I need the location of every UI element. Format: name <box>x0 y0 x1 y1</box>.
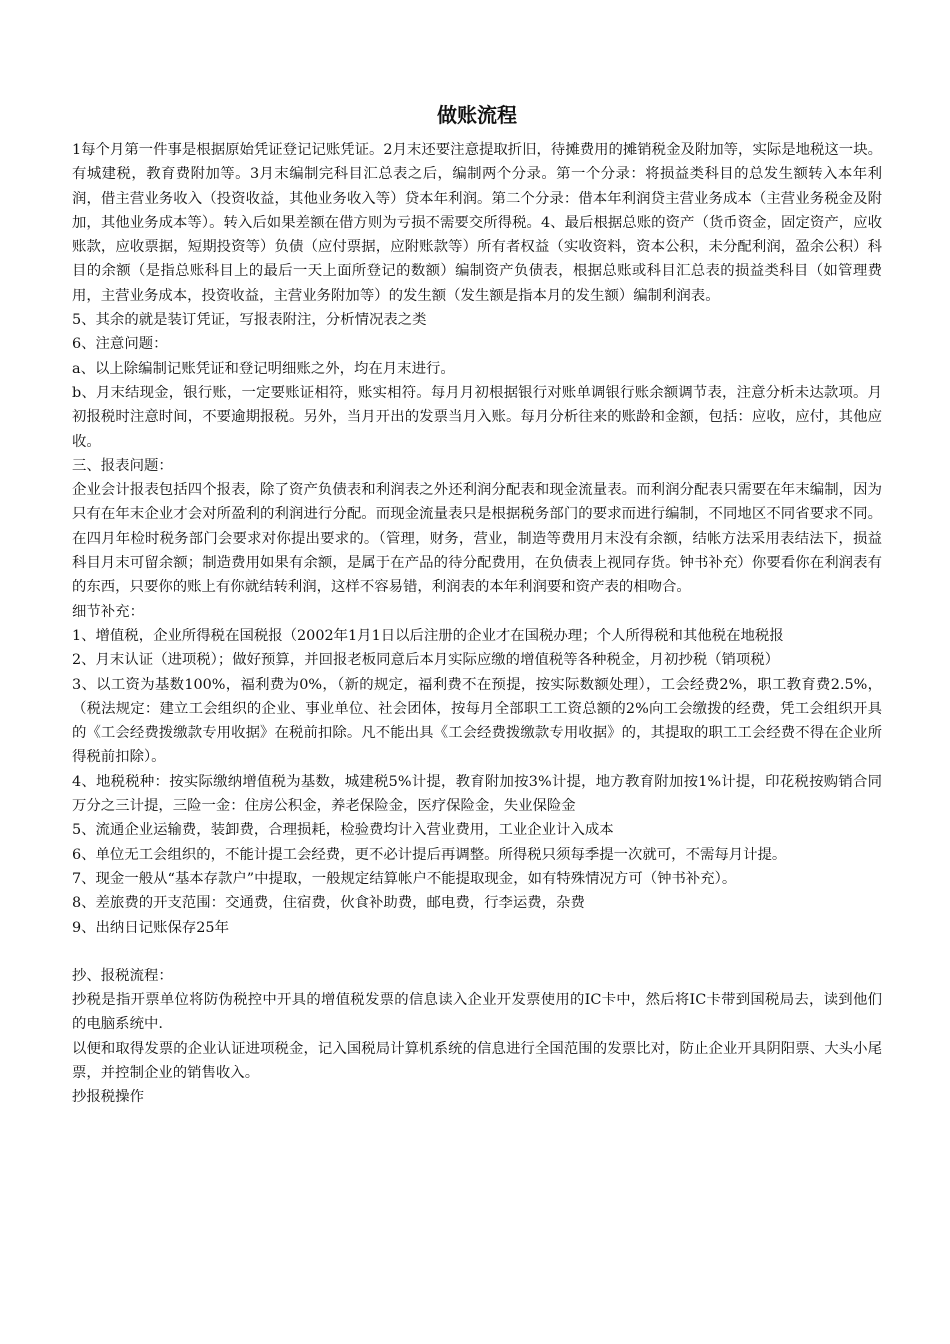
paragraph-detail-5: 5、流通企业运输费，装卸费，合理损耗，检验费均计入营业费用，工业企业计入成本 <box>72 822 614 839</box>
paragraph-detail-4: 4、地税税种：按实际缴纳增值税为基数，城建税5%计提，教育附加按3%计提，地方教育附加按1%计提，印花税按购销合同万分之三计提，三险一金：住房公积金，养老保险金，医疗保险金，失业保险金 <box>72 773 882 815</box>
paragraph-reports: 企业会计报表包括四个报表，除了资产负债表和利润表之外还利润分配表和现金流量表。而利润分配表只需要在年末编制，因为只有在年末企业才会对所盈利的利润进行分配。而现金流量表只是根据税务部门的要求而进行编制，不同地区不同省要求不同。在四月年检时税务部门会要求对你提出要求的。（管理，财务，营业，制造等费用月末没有余额，结帐方法采用表结法下，损益科目月末可留余额；制造费用如果有余额，是属于在产品的待分配费用，在负债表上视同存货。钟书补充）你要看你在利润表有的东西，只要你的账上有你就结转利润，这样不容易错，利润表的本年利润要和资产表的相吻合。 <box>72 482 882 596</box>
paragraph-note-a: a、以上除编制记账凭证和登记明细账之外，均在月末进行。 <box>72 360 455 377</box>
blank-line <box>72 940 882 964</box>
paragraph-details-heading: 细节补充： <box>72 603 144 620</box>
paragraph-detail-7: 7、现金一般从“基本存款户”中提取，一般规定结算帐户不能提取现金，如有特殊情况方可（钟书补充）。 <box>72 870 737 887</box>
page-title: 做账流程 <box>437 103 517 127</box>
paragraph-bookkeeping-steps: 1每个月第一件事是根据原始凭证登记记账凭证。2月末还要注意提取折旧，待摊费用的摊销税金及附加等，实际是地税这一块。有城建税，教育费附加等。3月末编制完科目汇总表之后，编制两个分录。第一个分录：将损益类科目的总发生额转入本年利润，借主营业务收入（投资收益，其他业务收入等）贷本年利润。第二个分录：借本年利润贷主营业务成本（主营业务税金及附加，其他业务成本等）。转入后如果差额在借方则为亏损不需要交所得税。4、最后根据总账的资产（货币资金，固定资产，应收账款，应收票据，短期投资等）负债（应付票据，应附账款等）所有者权益（实收资料，资本公积，未分配利润，盈余公积）科目的余额（是指总账科目上的最后一天上面所登记的数额）编制资产负债表，根据总账或科目汇总表的损益类科目（如管理费用，主营业务成本，投资收益，主营业务附加等）的发生额（发生额是指本月的发生额）编制利润表。 <box>72 142 882 304</box>
document-page <box>72 100 882 1110</box>
paragraph-note-b: b、月末结现金，银行账，一定要账证相符，账实相符。每月月初根据银行对账单调银行账余额调节表，注意分析未达款项。月初报税时注意时间，不要逾期报税。另外，当月开出的发票当月入账。每月分析往来的账龄和金额，包括：应收，应付，其他应收。 <box>72 384 882 450</box>
paragraph-notes-heading: 6、注意问题： <box>72 336 168 353</box>
paragraph-detail-6: 6、单位无工会组织的，不能计提工会经费，更不必计提后再调整。所得税只须每季提一次就可，不需每月计提。 <box>72 846 787 863</box>
paragraph-tax-copy-definition: 抄税是指开票单位将防伪税控中开具的增值税发票的信息读入企业开发票使用的IC卡中，然后将IC卡带到国税局去，读到他们的电脑系统中. <box>72 992 882 1033</box>
paragraph-binding-vouchers: 5、其余的就是装订凭证，写报表附注，分析情况表之类 <box>72 312 427 329</box>
paragraph-tax-purpose: 以便和取得发票的企业认证进项税金，记入国税局计算机系统的信息进行全国范围的发票比对，防止企业开具阴阳票、大头小尾票，并控制企业的销售收入。 <box>72 1040 882 1081</box>
paragraph-detail-8: 8、差旅费的开支范围：交通费，住宿费，伙食补助费，邮电费，行李运费，杂费 <box>72 895 585 912</box>
paragraph-tax-flow-heading: 抄、报税流程： <box>72 967 173 984</box>
paragraph-detail-1: 1、增值税，企业所得税在国税报（2002年1月1日以后注册的企业才在国税办理；个人所得税和其他税在地税报 <box>72 627 784 644</box>
paragraph-tax-operation: 抄报税操作 <box>72 1089 144 1106</box>
paragraph-detail-3: 3、以工资为基数100%，福利费为0%，（新的规定，福利费不在预提，按实际数额处理），工会经费2%，职工教育费2.5%，（税法规定：建立工会组织的企业、事业单位、社会团体，按每月全部职工工资总额的2%向工会缴拨的经费，凭工会组织开具的《工会经费拨缴款专用收据》在税前扣除。凡不能出具《工会经费拨缴款专用收据》的，其提取的职工工会经费不得在企业所得税前扣除）。 <box>72 676 882 766</box>
paragraph-detail-2: 2、月末认证（进项税）；做好预算，并回报老板同意后本月实际应缴的增值税等各种税金，月初抄税（销项税） <box>72 652 780 669</box>
paragraph-detail-9: 9、出纳日记账保存25年 <box>72 919 229 936</box>
paragraph-report-heading: 三、报表问题： <box>72 457 173 474</box>
